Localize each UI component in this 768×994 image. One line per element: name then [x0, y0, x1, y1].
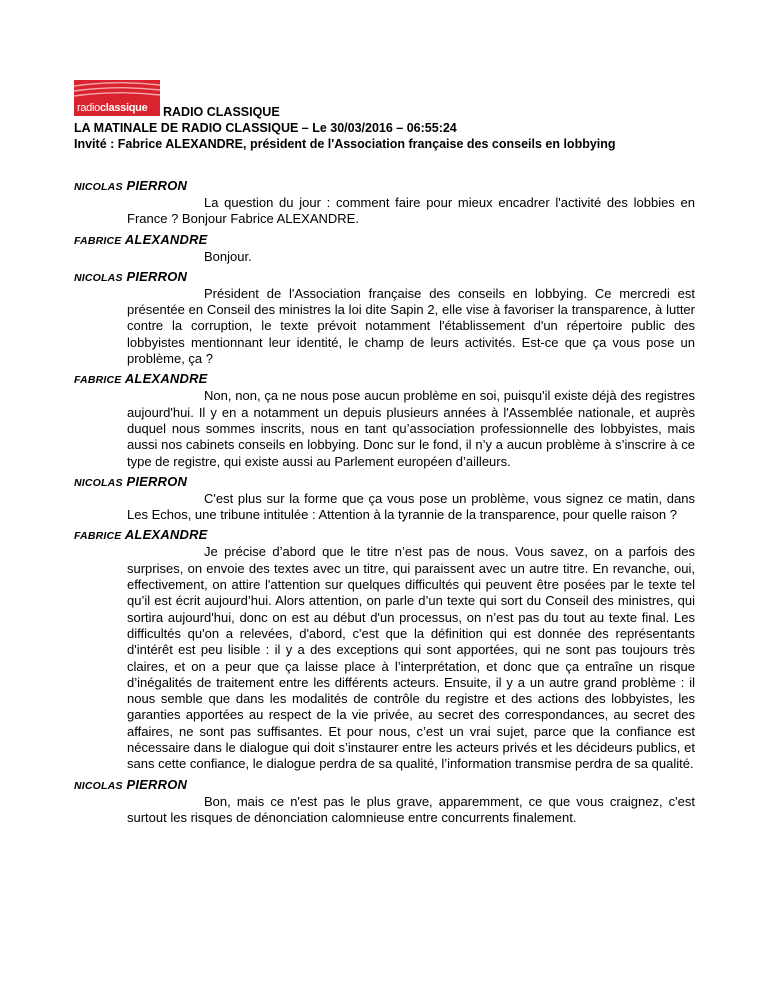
transcript	[74, 178, 695, 830]
station-name: RADIO CLASSIQUE	[163, 105, 280, 119]
transcript-turn	[74, 232, 695, 265]
speaker-last-name: ALEXANDRE	[124, 231, 208, 247]
speaker-name	[74, 232, 695, 249]
speech-text: Non, non, ça ne nous pose aucun problème en soi, puisqu'il existe déjà des registres aujourd'hui. Il y en a notamment un depuis plusieurs années à l'Assemblée nationale, et auprès duquel nous sommes inscrits, nous en tant qu’association professionnelle des lobbyistes, mais aussi nos cabinets conseils en lobbying. Donc sur le fond, il n’y a aucun problème à s’inscrire à ce type de registre, qui existe aussi au Parlement européen d’ailleurs.	[127, 388, 695, 469]
speaker-last-name: PIERRON	[126, 178, 188, 193]
speaker-name	[74, 527, 695, 544]
speaker-first-name: FABRICE	[74, 234, 122, 247]
speaker-last-name: ALEXANDRE	[124, 371, 208, 387]
speech-text: Président de l'Association française des conseils en lobbying. Ce mercredi est présentée en Conseil des ministres la loi dite Sapin 2, elle vise à favoriser la transparence, à lutter contre la corruption, le texte prévoit notamment l'établissement d'un répertoire public des lobbyistes mentionnant leur identité, le champ de leurs activités. Est-ce que ça vous pose un problème, ça ?	[127, 285, 695, 367]
speaker-last-name: ALEXANDRE	[124, 527, 208, 543]
transcript-turn	[74, 777, 695, 827]
speaker-first-name: NICOLAS	[74, 476, 123, 489]
speaker-name	[74, 269, 695, 286]
speaker-last-name: PIERRON	[126, 473, 188, 489]
show-title: LA MATINALE DE RADIO CLASSIQUE – Le 30/03/2016 – 06:55:24	[74, 121, 457, 135]
speaker-first-name: FABRICE	[74, 530, 122, 543]
speaker-name	[74, 474, 695, 491]
radio-classique-logo	[74, 80, 160, 116]
speech-text: Je précise d’abord que le titre n’est pas de nous. Vous savez, on a parfois des surprises, on envoie des textes avec un titre, qui paraissent avec un autre titre. En revanche, oui, effectivement, on attire l'attention sur quelques difficultés qui peuvent être posées par le texte tel qu’il est écrit aujourd’hui. Alors attention, on parle d’un texte qui sort du Conseil des ministres, qui sortira aujourd'hui, donc on est au début d'un processus, on n’est pas du tout au texte final. Les difficultés qu'on a relevées, d'abord, c'est que la définition qui est donnée des représentants d'intérêt est peu lisible : il y a des exceptions qui sont apportées, qui ne sont pas toujours très claires, et on a peur que ça laisse place à l’interprétation, et donc que ça entraîne un risque d’inégalités de traitement entre les différents acteurs. Ensuite, il y a un autre grand problème : il nous semble que dans les modalités de contrôle du registre et des actions des lobbyistes, les garanties apportées au respect de la vie privée, au secret des correspondances, au secret des affaires, ne sont pas suffisantes. Et pour nous, c’est un vrai sujet, parce que la confiance est nécessaire dans le dialogue qui doit s’instaurer entre les acteurs privés et les décideurs publics, et sans cette confiance, le dialogue perdra de sa qualité, l’information transmise perdra de sa qualité.	[127, 544, 695, 772]
transcript-turn	[74, 474, 695, 524]
transcript-turn	[74, 178, 695, 228]
speaker-last-name: PIERRON	[126, 776, 188, 792]
speech-text: La question du jour : comment faire pour mieux encadrer l'activité des lobbies en France ? Bonjour Fabrice ALEXANDRE.	[127, 195, 695, 227]
speaker-last-name: PIERRON	[126, 268, 188, 284]
speaker-name	[74, 777, 695, 794]
transcript-turn	[74, 527, 695, 772]
speaker-first-name: NICOLAS	[74, 779, 123, 792]
speech-text: C'est plus sur la forme que ça vous pose un problème, vous signez ce matin, dans Les Echos, une tribune intitulée : Attention à la tyrannie de la transparence, pour quelle raison ?	[127, 490, 695, 523]
speaker-first-name: NICOLAS	[74, 271, 123, 284]
speaker-name	[74, 371, 695, 388]
transcript-turn	[74, 269, 695, 367]
speaker-first-name: NICOLAS	[74, 181, 123, 193]
speaker-first-name: FABRICE	[74, 374, 122, 387]
speech-text: Bonjour.	[204, 248, 252, 264]
transcript-turn	[74, 371, 695, 469]
svg-text:radioclassique: radioclassique	[77, 102, 148, 114]
speech-text: Bon, mais ce n'est pas le plus grave, apparemment, ce que vous craignez, c'est surtout les risques de dénonciation calomnieuse entre concurrents finalement.	[127, 793, 695, 825]
guest-line: Invité : Fabrice ALEXANDRE, président de l'Association française des conseils en lobbying	[74, 137, 616, 151]
speaker-name	[74, 178, 695, 195]
